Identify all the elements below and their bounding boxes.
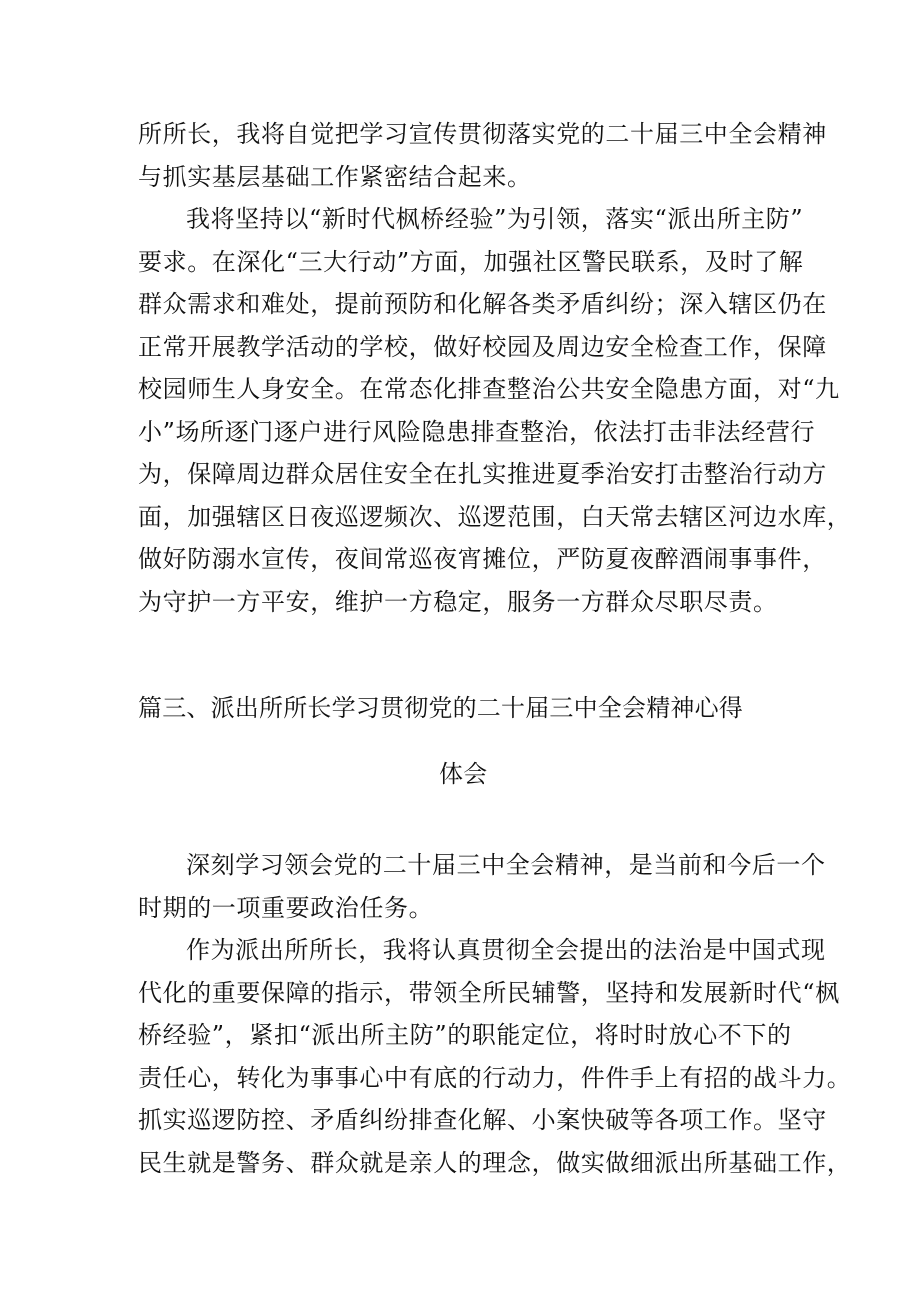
text-line: 深刻学习领会党的二十届三中全会精神，是当前和今后一个 bbox=[186, 851, 826, 879]
text-line: 民生就是警务、群众就是亲人的理念，做实做细派出所基础工作， bbox=[138, 1148, 852, 1177]
paragraph-continued bbox=[138, 113, 827, 198]
text-line: 正常开展教学活动的学校，做好校园及周边安全检查工作，保障 bbox=[138, 332, 827, 361]
text-line: 面，加强辖区日夜巡逻频次、巡逻范围，白天常去辖区河边水库， bbox=[138, 502, 852, 531]
text-line: 所所长，我将自觉把学习宣传贯彻落实党的二十届三中全会精神 bbox=[138, 120, 827, 148]
section-heading bbox=[138, 690, 798, 792]
text-line: 时期的一项重要政治任务。 bbox=[138, 893, 434, 922]
text-line: 责任心，转化为事事心中有底的行动力，件件手上有招的战斗力。 bbox=[138, 1063, 852, 1092]
paragraph-patrol-work bbox=[138, 198, 852, 623]
paragraph-intro bbox=[138, 844, 826, 929]
text-line: 代化的重要保障的指示，带领全所民辅警，坚持和发展新时代“枫 bbox=[138, 978, 840, 1007]
text-line: 为守护一方平安，维护一方稳定，服务一方群众尽职尽责。 bbox=[138, 587, 778, 616]
text-line: 作为派出所所长，我将认真贯彻全会提出的法治是中国式现 bbox=[186, 936, 826, 964]
paragraph-director-role bbox=[138, 929, 852, 1184]
text-line: 与抓实基层基础工作紧密结合起来。 bbox=[138, 162, 532, 191]
text-line: 桥经验”，紧扣“派出所主防”的职能定位，将时时放心不下的 bbox=[138, 1021, 792, 1049]
text-line: 群众需求和难处，提前预防和化解各类矛盾纠纷；深入辖区仍在 bbox=[138, 290, 827, 318]
text-line: 校园师生人身安全。在常态化排查整治公共安全隐患方面，对“九 bbox=[138, 375, 840, 403]
text-line: 小”场所逐门逐户进行风险隐患排查整治，依法打击非法经营行 bbox=[138, 417, 816, 446]
section-heading-line2: 体会 bbox=[439, 760, 488, 788]
section-heading-line1: 篇三、派出所所长学习贯彻党的二十届三中全会精神心得 bbox=[138, 694, 743, 722]
text-line: 做好防溺水宣传，夜间常巡夜宵摊位，严防夏夜醉酒闹事事件， bbox=[138, 545, 827, 573]
text-line: 为，保障周边群众居住安全在扎实推进夏季治安打击整治行动方 bbox=[138, 460, 827, 488]
text-line: 要求。在深化“三大行动”方面，加强社区警民联系，及时了解 bbox=[138, 247, 804, 276]
text-line: 我将坚持以“新时代枫桥经验”为引领，落实“派出所主防” bbox=[186, 205, 804, 233]
text-line: 抓实巡逻防控、矛盾纠纷排查化解、小案快破等各项工作。坚守 bbox=[138, 1106, 827, 1134]
